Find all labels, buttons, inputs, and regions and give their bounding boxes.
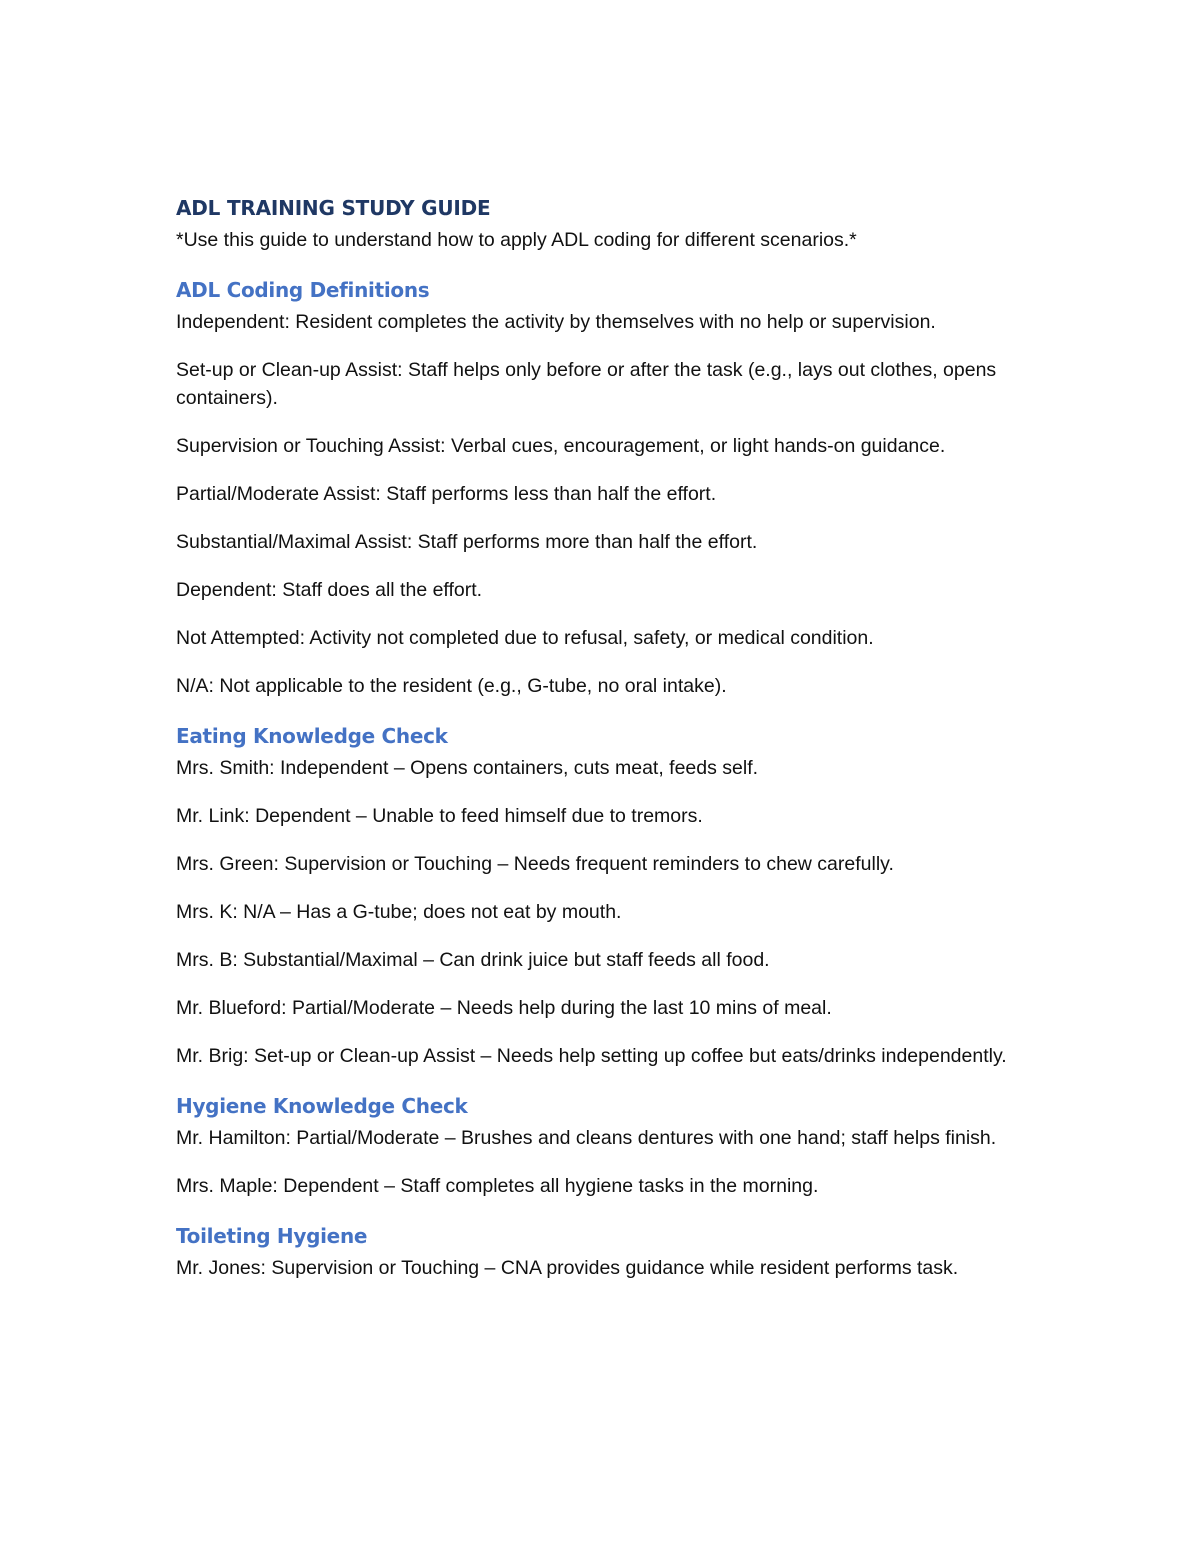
eating-example-mrs-green: Mrs. Green: Supervision or Touching – Needs frequent reminders to chew carefully. — [176, 853, 894, 875]
eating-example-mr-blueford: Mr. Blueford: Partial/Moderate – Needs help during the last 10 mins of meal. — [176, 997, 832, 1019]
section-heading-hygiene-knowledge-check: Hygiene Knowledge Check — [176, 1094, 468, 1118]
document-body — [176, 192, 1036, 1282]
document-subtitle: *Use this guide to understand how to apply ADL coding for different scenarios.* — [176, 229, 857, 251]
hygiene-example-mrs-maple: Mrs. Maple: Dependent – Staff completes all hygiene tasks in the morning. — [176, 1175, 819, 1197]
eating-example-mrs-k: Mrs. K: N/A – Has a G-tube; does not eat by mouth. — [176, 901, 622, 923]
eating-example-mrs-b: Mrs. B: Substantial/Maximal – Can drink juice but staff feeds all food. — [176, 949, 770, 971]
definition-substantial-maximal-assist: Substantial/Maximal Assist: Staff performs more than half the effort. — [176, 531, 758, 553]
toileting-example-mr-jones: Mr. Jones: Supervision or Touching – CNA provides guidance while resident performs task. — [176, 1257, 959, 1279]
definition-not-attempted: Not Attempted: Activity not completed due to refusal, safety, or medical condition. — [176, 627, 874, 649]
hygiene-example-mr-hamilton: Mr. Hamilton: Partial/Moderate – Brushes and cleans dentures with one hand; staff helps finish. — [176, 1127, 997, 1149]
eating-example-mr-link: Mr. Link: Dependent – Unable to feed himself due to tremors. — [176, 805, 703, 827]
definition-setup-cleanup-assist: Set-up or Clean-up Assist: Staff helps only before or after the task (e.g., lays out clothes, opens containers). — [176, 359, 997, 409]
section-heading-adl-coding-definitions: ADL Coding Definitions — [176, 278, 430, 302]
document-title: ADL TRAINING STUDY GUIDE — [176, 196, 491, 220]
definition-dependent: Dependent: Staff does all the effort. — [176, 579, 483, 601]
eating-example-mrs-smith: Mrs. Smith: Independent – Opens containers, cuts meat, feeds self. — [176, 757, 759, 779]
definition-partial-moderate-assist: Partial/Moderate Assist: Staff performs less than half the effort. — [176, 483, 717, 505]
definition-supervision-touching-assist: Supervision or Touching Assist: Verbal cues, encouragement, or light hands-on guidance. — [176, 435, 946, 457]
definition-independent: Independent: Resident completes the activity by themselves with no help or supervision. — [176, 311, 936, 333]
section-heading-toileting-hygiene: Toileting Hygiene — [176, 1224, 368, 1248]
definition-not-applicable: N/A: Not applicable to the resident (e.g., G-tube, no oral intake). — [176, 675, 727, 697]
eating-example-mr-brig: Mr. Brig: Set-up or Clean-up Assist – Needs help setting up coffee but eats/drinks independently. — [176, 1045, 1007, 1067]
section-heading-eating-knowledge-check: Eating Knowledge Check — [176, 724, 448, 748]
